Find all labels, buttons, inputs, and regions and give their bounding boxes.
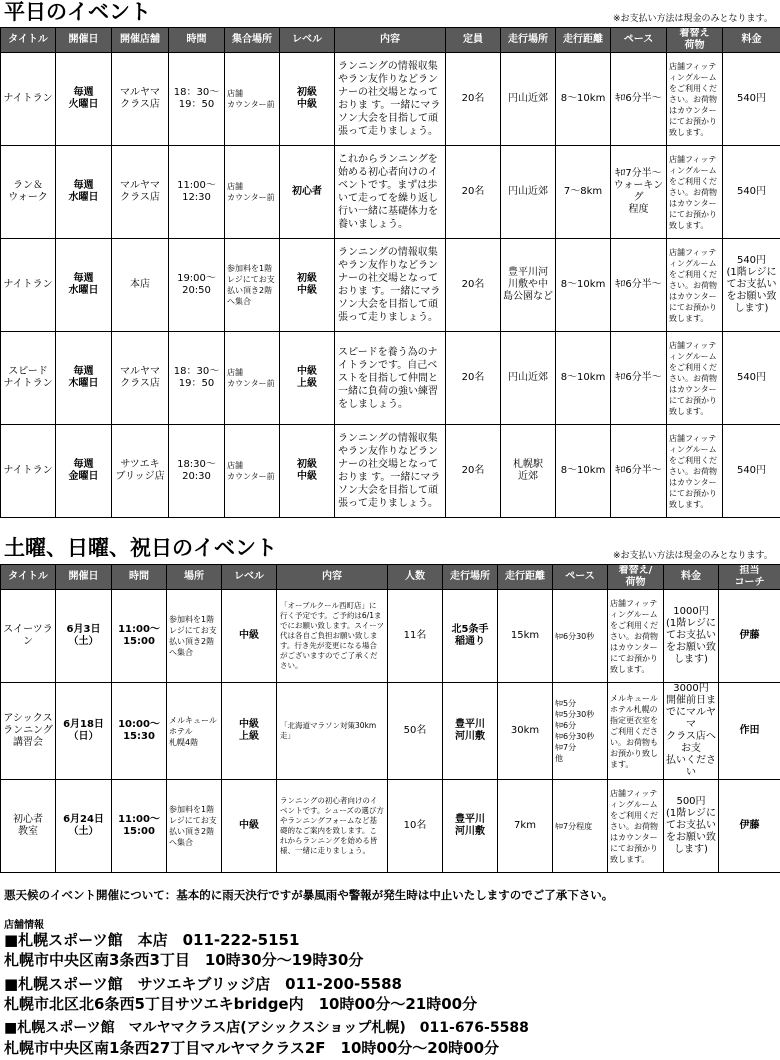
weekday-cell-pace: ｷﾛ6分半～ (611, 425, 667, 518)
weekend-cell-distance: 7km (498, 780, 553, 873)
weekend-events-table (0, 564, 780, 873)
weekend-cell-fee: 3000円 開催前日ま でにマルヤマ クラス店へお支 払いください (664, 683, 719, 780)
weekend-header-row (1, 565, 780, 590)
weekday-cell-store: 本店 (112, 239, 169, 332)
weekday-cell-level: 中級 上級 (280, 332, 335, 425)
weekday-cell-content: スピードを養う為のナイトランです。自己ベストを目指して仲間と一緒に負荷の強い練習をしましょう。 (335, 332, 446, 425)
weekday-cell-time: 18：30～ 19：50 (169, 53, 225, 146)
weekend-cell-coach: 伊藤 (719, 780, 780, 873)
store-0-address: 札幌市中央区南3条西3丁目 10時30分～19時30分 (4, 951, 364, 969)
weekday-cell-place: 店舗 カウンター前 (225, 425, 280, 518)
weekday-cell-content: ランニングの情報収集やラン友作りなどランナーの社交場となっておりま す。一緒にマラソン大会を目指して頑張って走りましょう。 (335, 239, 446, 332)
weekend-cell-level: 中級 (222, 590, 277, 683)
weekday-cell-time: 18:30～ 20:30 (169, 425, 225, 518)
store-0-name: ■札幌スポーツ館 本店 011-222-5151 (4, 931, 300, 949)
weekend-title: 土曜、日曜、祝日のイベント (4, 536, 277, 560)
weekday-header-cell: 走行場所 (501, 28, 556, 53)
weekday-cell-place: 店舗 カウンター前 (225, 146, 280, 239)
weekday-cell-fee: 540円 (723, 53, 780, 146)
store-2-address: 札幌市中央区南1条西27丁目マルヤマクラス2F 10時00分～20時00分 (4, 1039, 500, 1057)
weekend-cell-level: 中級 (222, 780, 277, 873)
weekday-cell-title: ラン＆ ウォーク (1, 146, 56, 239)
weekend-header-cell: 内容 (277, 565, 388, 590)
weekend-cell-baggage: 店舗フィッティングルームをご利用ください。お荷物はカウンターにてお預かり致します。 (608, 780, 664, 873)
weekday-event-row (1, 332, 780, 425)
weekday-payment-note: ※お支払い方法は現金のみとなります。 (613, 14, 773, 24)
weekday-cell-capacity: 20名 (446, 239, 501, 332)
weekday-cell-day: 毎週 金曜日 (56, 425, 112, 518)
weekend-header-cell: ペース (553, 565, 608, 590)
weekend-event-row (1, 683, 780, 780)
weekend-header-cell: 料金 (664, 565, 719, 590)
weekend-header-cell: 担当 コーチ (719, 565, 780, 590)
store-2-name: ■札幌スポーツ館 マルヤマクラス店(アシックスショップ札幌) 011-676-5588 (4, 1020, 529, 1036)
weekday-cell-area: 円山近郊 (501, 53, 556, 146)
weekday-cell-place: 参加料を1階レジにてお支払い頂き2階へ集合 (225, 239, 280, 332)
weekend-cell-date: 6月3日 （土） (56, 590, 112, 683)
weekend-cell-place: メルキュール ホテル 札幌4階 (167, 683, 222, 780)
weekend-cell-pace: ｷﾛ5分 ｷﾛ5分30秒 ｷﾛ6分 ｷﾛ6分30秒 ｷﾛ7分 他 (553, 683, 608, 780)
weekday-cell-distance: 8～10km (556, 239, 611, 332)
weekday-cell-title: ナイトラン (1, 239, 56, 332)
weekday-cell-store: マルヤマ クラス店 (112, 146, 169, 239)
weekday-header-cell: 料金 (723, 28, 780, 53)
weekday-header-cell: タイトル (1, 28, 56, 53)
weekday-cell-area: 札幌駅 近郊 (501, 425, 556, 518)
weekend-header-cell: 走行場所 (443, 565, 498, 590)
weekend-header-cell: 走行距離 (498, 565, 553, 590)
weekday-cell-day: 毎週 水曜日 (56, 239, 112, 332)
weekday-cell-time: 18：30～ 19：50 (169, 332, 225, 425)
weekday-cell-baggage: 店舗フィッティングルームをご利用ください。お荷物はカウンターにてお預かり致します。 (667, 53, 723, 146)
weekday-cell-level: 初級 中級 (280, 53, 335, 146)
weekday-cell-store: マルヤマ クラス店 (112, 332, 169, 425)
weather-notice: 悪天候のイベント開催について：基本的に雨天決行ですが暴風雨や警報が発生時は中止いたしますのでご了承下さい。 (4, 888, 614, 902)
weekend-cell-time: 11:00～ 15:00 (112, 780, 167, 873)
weekday-cell-day: 毎週 火曜日 (56, 53, 112, 146)
weekend-cell-fee: 1000円 (1階レジに てお支払い をお願い致 します) (664, 590, 719, 683)
weekend-cell-time: 10:00～ 15:30 (112, 683, 167, 780)
weekday-event-row (1, 425, 780, 518)
weekend-cell-coach: 伊藤 (719, 590, 780, 683)
weekday-cell-place: 店舗 カウンター前 (225, 332, 280, 425)
weekend-cell-count: 10名 (388, 780, 443, 873)
weekday-header-row (1, 28, 780, 53)
weekday-header-cell: 開催店舗 (112, 28, 169, 53)
weekday-cell-content: ランニングの情報収集やラン友作りなどランナーの社交場となっておりま す。一緒にマラソン大会を目指して頑張って走りましょう。 (335, 425, 446, 518)
weekday-cell-fee: 540円 (1階レジに てお支払い をお願い致 します) (723, 239, 780, 332)
weekend-cell-baggage: 店舗フィッティングルームをご利用ください。お荷物はカウンターにてお預かり致します。 (608, 590, 664, 683)
weekend-event-row (1, 780, 780, 873)
weekday-cell-baggage: 店舗フィッティングルームをご利用ください。お荷物はカウンターにてお預かり致します。 (667, 425, 723, 518)
weekday-cell-baggage: 店舗フィッティングルームをご利用ください。お荷物はカウンターにてお預かり致します。 (667, 146, 723, 239)
weekday-cell-level: 初級 中級 (280, 425, 335, 518)
weekday-cell-content: これからランニングを始める初心者向けのイベントです。まずは歩いて走ってを繰り返し行い一緒に基礎体力を養いましょう。 (335, 146, 446, 239)
weekday-cell-pace: ｷﾛ6分半～ (611, 239, 667, 332)
weekday-cell-capacity: 20名 (446, 53, 501, 146)
weekday-cell-store: マルヤマ クラス店 (112, 53, 169, 146)
weekend-cell-area: 北5条手 稲通り (443, 590, 498, 683)
weekday-cell-time: 11:00～ 12:30 (169, 146, 225, 239)
weekday-cell-fee: 540円 (723, 146, 780, 239)
weekend-cell-count: 50名 (388, 683, 443, 780)
weekday-cell-area: 円山近郊 (501, 332, 556, 425)
weekend-cell-place: 参加料を1階レジにてお支払い頂き2階へ集合 (167, 590, 222, 683)
weekend-header-cell: 開催日 (56, 565, 112, 590)
weekend-cell-distance: 30km (498, 683, 553, 780)
weekend-header-cell: タイトル (1, 565, 56, 590)
weekend-cell-title: スイーツラン (1, 590, 56, 683)
weekday-cell-content: ランニングの情報収集やラン友作りなどランナーの社交場となっておりま す。一緒にマラソン大会を目指して頑張って走りましょう。 (335, 53, 446, 146)
weekday-header-cell: ペース (611, 28, 667, 53)
weekday-header-cell: レベル (280, 28, 335, 53)
weekday-cell-day: 毎週 水曜日 (56, 146, 112, 239)
weekday-cell-area: 豊平川河 川敷や中 島公園など (501, 239, 556, 332)
weekday-cell-pace: ｷﾛ6分半～ (611, 53, 667, 146)
weekday-cell-place: 店舗 カウンター前 (225, 53, 280, 146)
weekday-event-row (1, 239, 780, 332)
weekday-cell-store: サツエキ ブリッジ店 (112, 425, 169, 518)
weekend-cell-coach: 作田 (719, 683, 780, 780)
weekend-cell-pace: ｷﾛ7分程度 (553, 780, 608, 873)
weekday-header-cell: 内容 (335, 28, 446, 53)
weekday-header-cell: 集合場所 (225, 28, 280, 53)
weekend-cell-count: 11名 (388, 590, 443, 683)
weekday-cell-title: ナイトラン (1, 53, 56, 146)
weekend-cell-title: 初心者 教室 (1, 780, 56, 873)
weekday-cell-distance: 7～8km (556, 146, 611, 239)
weekday-cell-baggage: 店舗フィッティングルームをご利用ください。お荷物はカウンターにてお預かり致します。 (667, 332, 723, 425)
weekday-header-cell: 開催日 (56, 28, 112, 53)
store-1-address: 札幌市北区北6条西5丁目サツエキbridge内 10時00分～21時00分 (4, 995, 478, 1013)
weekend-cell-area: 豊平川 河川敷 (443, 780, 498, 873)
weekend-cell-content: ランニングの初心者向けのイベントです。シューズの選び方やランニングフォームなど基礎的なご案内を致します。これからランニングを始める皆様、一緒に走りましょう。 (277, 780, 388, 873)
weekend-header-cell: 時間 (112, 565, 167, 590)
weekday-cell-capacity: 20名 (446, 425, 501, 518)
weekday-cell-level: 初級 中級 (280, 239, 335, 332)
weekend-cell-level: 中級 上級 (222, 683, 277, 780)
weekday-cell-distance: 8～10km (556, 332, 611, 425)
weekday-cell-distance: 8～10km (556, 425, 611, 518)
weekend-cell-place: 参加料を1階レジにてお支払い頂き2階へ集合 (167, 780, 222, 873)
weekday-cell-level: 初心者 (280, 146, 335, 239)
weekday-title: 平日のイベント (4, 0, 151, 24)
weekend-cell-date: 6月18日 （日） (56, 683, 112, 780)
weekend-cell-pace: ｷﾛ6分30秒 (553, 590, 608, 683)
weekday-cell-area: 円山近郊 (501, 146, 556, 239)
weekend-header-cell: 着替え/ 荷物 (608, 565, 664, 590)
weekday-cell-capacity: 20名 (446, 146, 501, 239)
weekday-cell-time: 19:00～ 20:50 (169, 239, 225, 332)
weekend-event-row (1, 590, 780, 683)
weekday-header-cell: 定員 (446, 28, 501, 53)
weekend-cell-fee: 500円 (1階レジに てお支払い をお願い致 します) (664, 780, 719, 873)
weekend-header-cell: レベル (222, 565, 277, 590)
weekday-cell-fee: 540円 (723, 425, 780, 518)
weekend-cell-content: 「北海道マラソン対策30km走」 (277, 683, 388, 780)
weekday-cell-day: 毎週 木曜日 (56, 332, 112, 425)
weekday-events-table (0, 27, 780, 518)
store-1-name: ■札幌スポーツ館 サツエキブリッジ店 011-200-5588 (4, 975, 402, 993)
weekend-cell-time: 11:00～ 15:00 (112, 590, 167, 683)
weekend-header-cell: 場所 (167, 565, 222, 590)
weekend-cell-date: 6月24日 （土） (56, 780, 112, 873)
weekday-cell-capacity: 20名 (446, 332, 501, 425)
weekend-cell-distance: 15km (498, 590, 553, 683)
weekday-header-cell: 時間 (169, 28, 225, 53)
weekday-cell-title: ナイトラン (1, 425, 56, 518)
weekend-cell-content: 「オーブルクール西町店」に行く予定です。ご予約は6/1までにお願い致します。スイーツ代は各自ご負担お願い致します。行き先が変更になる場合がございますのでご了承ください。 (277, 590, 388, 683)
weekend-cell-baggage: メルキュールホテル札幌の指定更衣室をご利用ください。お荷物もお預かり致します。 (608, 683, 664, 780)
weekday-cell-distance: 8～10km (556, 53, 611, 146)
weekend-header-cell: 人数 (388, 565, 443, 590)
weekend-payment-note: ※お支払い方法は現金のみとなります。 (613, 551, 773, 561)
weekday-cell-pace: ｷﾛ6分半～ (611, 332, 667, 425)
store-info-title: 店舗情報 (4, 920, 44, 931)
weekend-cell-title: アシックス ランニング 講習会 (1, 683, 56, 780)
weekday-cell-baggage: 店舗フィッティングルームをご利用ください。お荷物はカウンターにてお預かり致します。 (667, 239, 723, 332)
weekday-event-row (1, 146, 780, 239)
weekday-cell-fee: 540円 (723, 332, 780, 425)
weekday-cell-title: スピード ナイトラン (1, 332, 56, 425)
weekday-header-cell: 着替え 荷物 (667, 28, 723, 53)
weekday-header-cell: 走行距離 (556, 28, 611, 53)
weekend-cell-area: 豊平川 河川敷 (443, 683, 498, 780)
weekday-cell-pace: ｷﾛ7分半～ ウォーキング 程度 (611, 146, 667, 239)
weekday-event-row (1, 53, 780, 146)
